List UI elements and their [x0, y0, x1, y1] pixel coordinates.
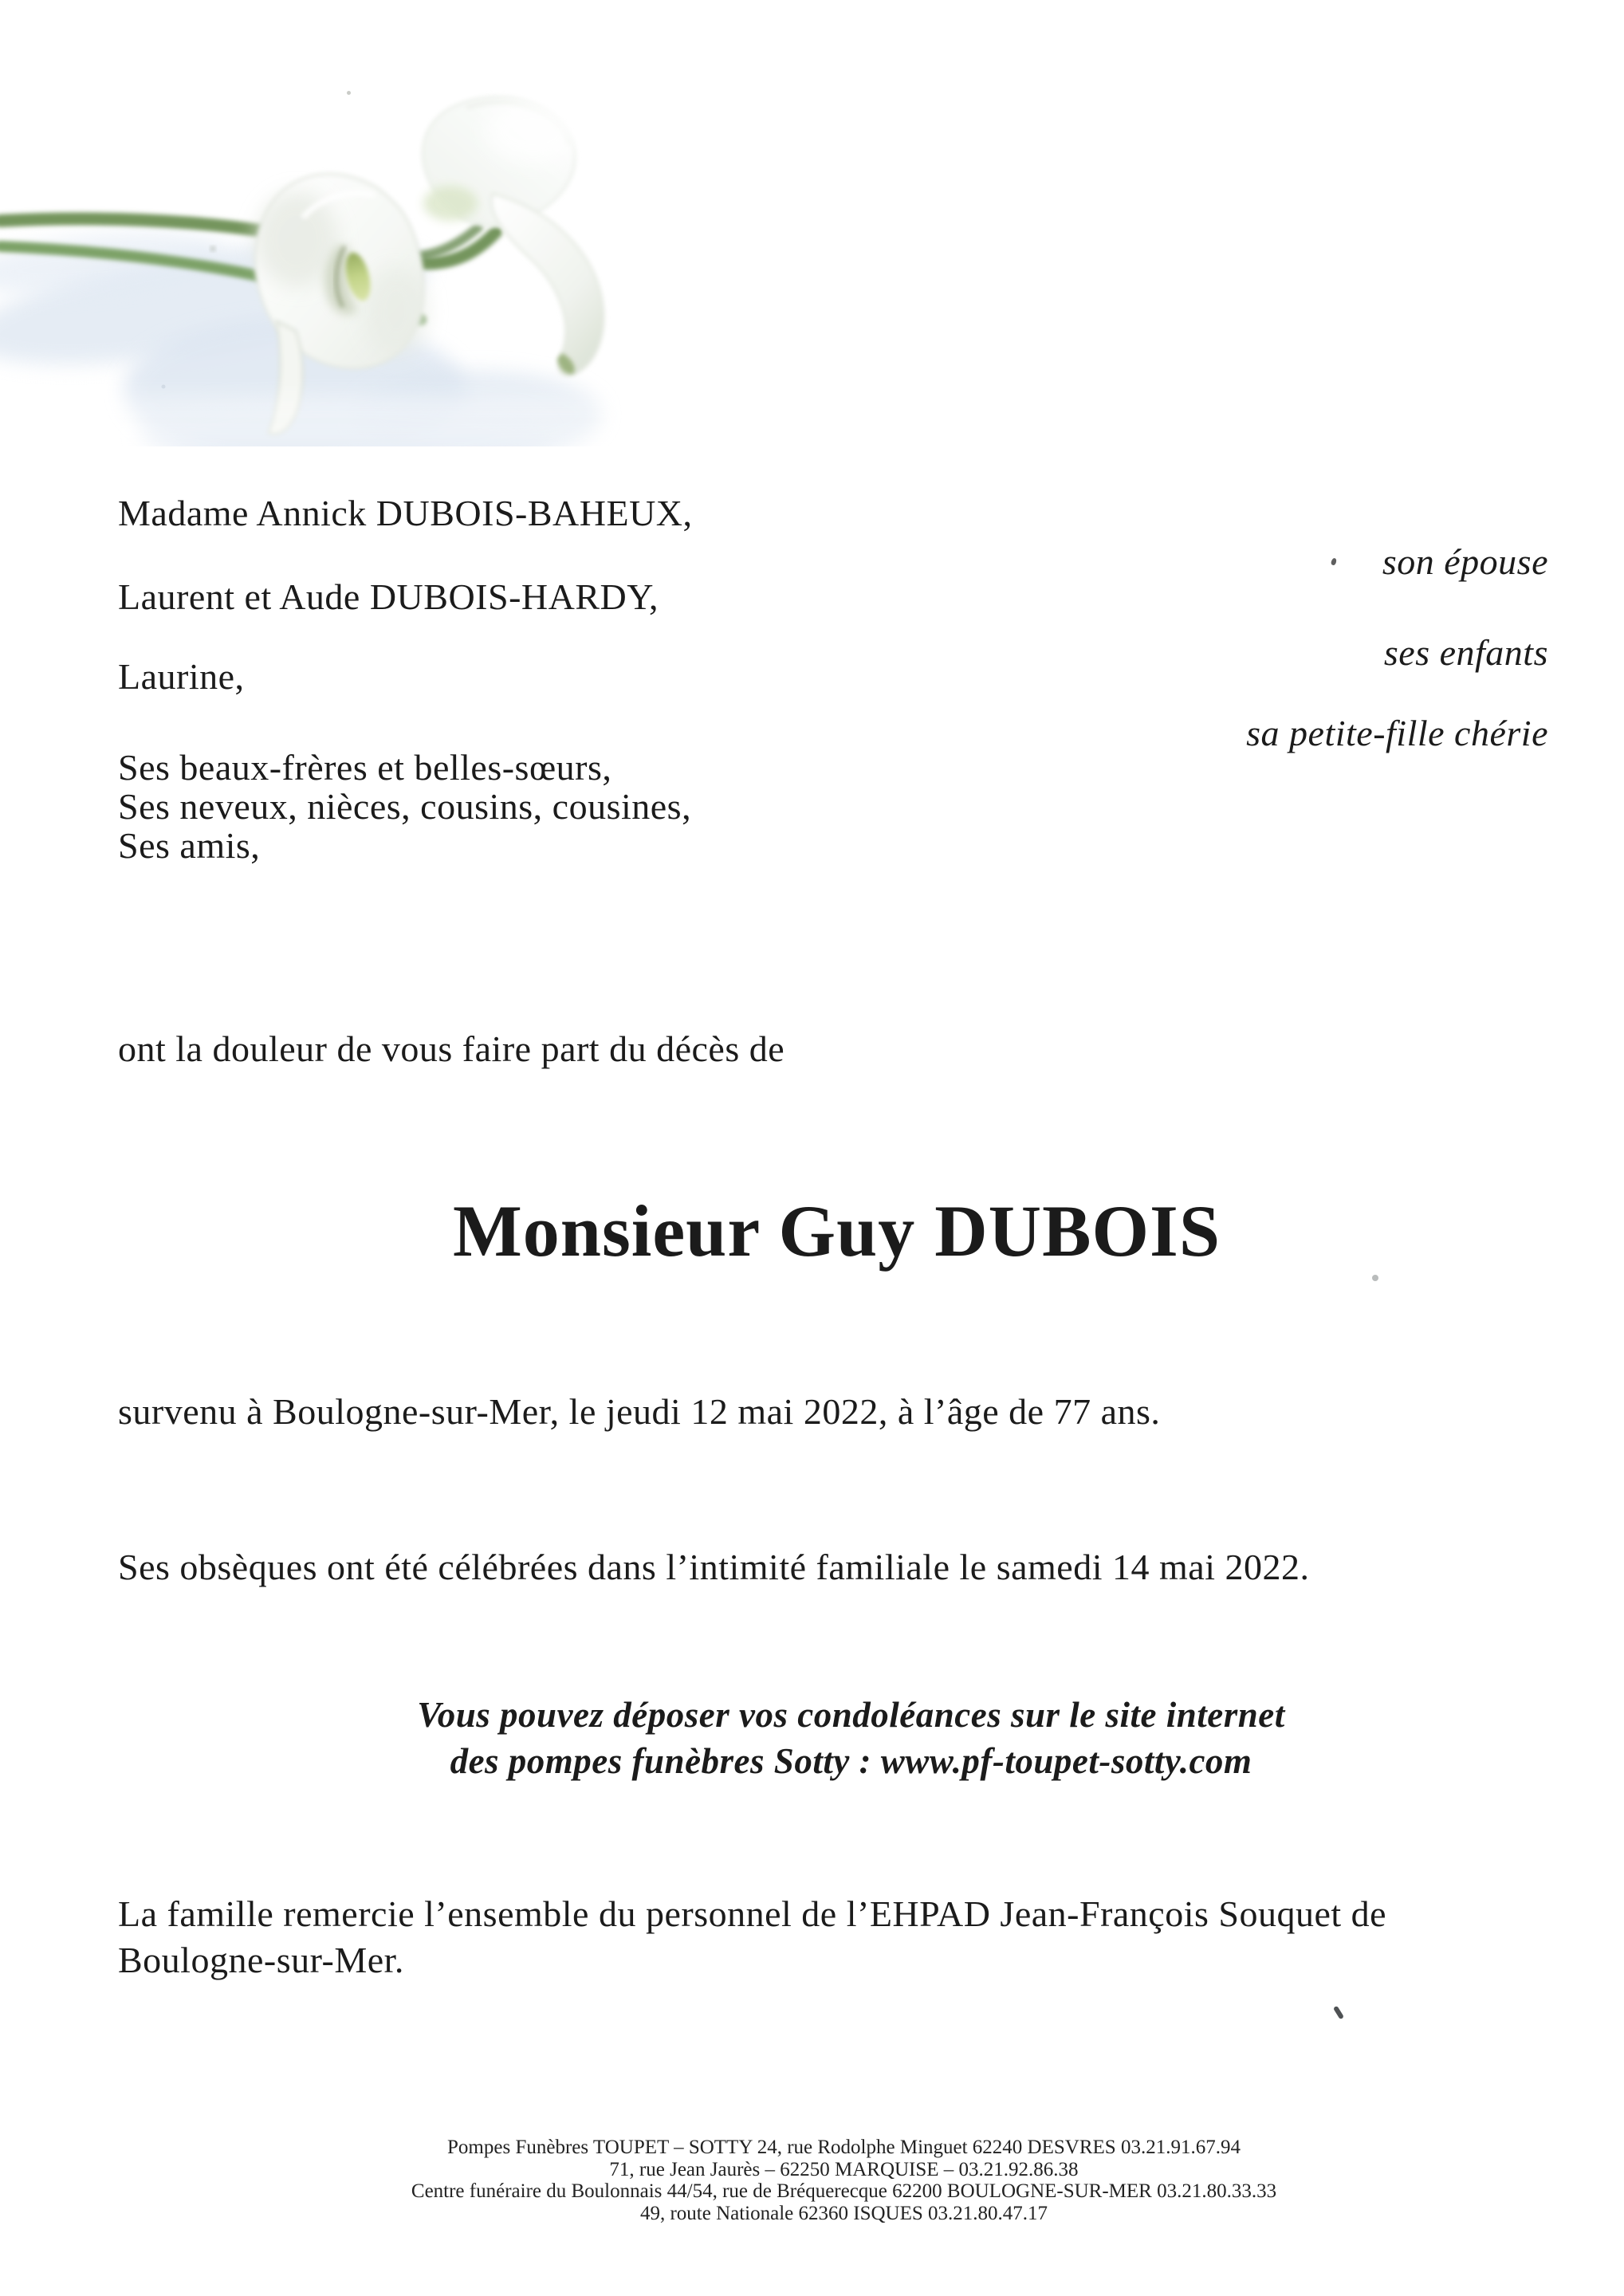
scan-speck	[1331, 557, 1337, 565]
footer-line: Pompes Funèbres TOUPET – SOTTY 24, rue Rodolphe Minguet 62240 DESVRES 03.21.91.67.94	[447, 2137, 1241, 2158]
thanks-text	[118, 1891, 1386, 1983]
condolences-line: Vous pouvez déposer vos condoléances sur le site internet	[417, 1695, 1285, 1735]
relation-label: son épouse	[1382, 541, 1548, 582]
other-relatives-block	[118, 748, 691, 865]
condolences-notice	[0, 1692, 1624, 1784]
footer-line: Centre funéraire du Boulonnais 44/54, rue de Bréquerecque 62200 BOULOGNE-SUR-MER 03.21.80.33.33	[411, 2180, 1277, 2202]
family-name-line: Madame Annick DUBOIS-BAHEUX,	[118, 493, 693, 533]
relation-label: sa petite-fille chérie	[1246, 713, 1548, 753]
footer-line: 49, route Nationale 62360 ISQUES 03.21.80.47.17	[639, 2202, 1048, 2224]
scan-speck	[1372, 1275, 1378, 1281]
funeral-details: Ses obsèques ont été célébrées dans l’intimité familiale le samedi 14 mai 2022.	[118, 1547, 1310, 1587]
relation-label: ses enfants	[1383, 632, 1548, 673]
family-name-line: Laurent et Aude DUBOIS-HARDY,	[118, 576, 659, 617]
funeral-home-footer	[0, 2137, 1624, 2224]
relatives-line: Ses neveux, nièces, cousins, cousines,	[118, 786, 692, 827]
relatives-line: Ses beaux-frères et belles-sœurs,	[118, 747, 612, 788]
scan-speck	[1333, 2006, 1344, 2020]
family-name-line: Laurine,	[118, 656, 245, 697]
thanks-line: Boulogne-sur-Mer.	[118, 1940, 404, 1980]
relatives-line: Ses amis,	[118, 825, 261, 866]
thanks-line: La famille remercie l’ensemble du personnel de l’EHPAD Jean-François Souquet de	[118, 1893, 1387, 1934]
death-details: survenu à Boulogne-sur-Mer, le jeudi 12 mai 2022, à l’âge de 77 ans.	[118, 1391, 1161, 1432]
condolences-line-website: des pompes funèbres Sotty : www.pf-toupet-sotty.com	[450, 1741, 1252, 1781]
scan-speck	[347, 91, 351, 95]
deceased-name: Monsieur Guy DUBOIS	[452, 1190, 1221, 1272]
footer-line: 71, rue Jean Jaurès – 62250 MARQUISE – 03.21.92.86.38	[609, 2158, 1079, 2180]
announcement-text: ont la douleur de vous faire part du décès de	[118, 1028, 785, 1069]
calla-lilies-image	[0, 76, 630, 446]
